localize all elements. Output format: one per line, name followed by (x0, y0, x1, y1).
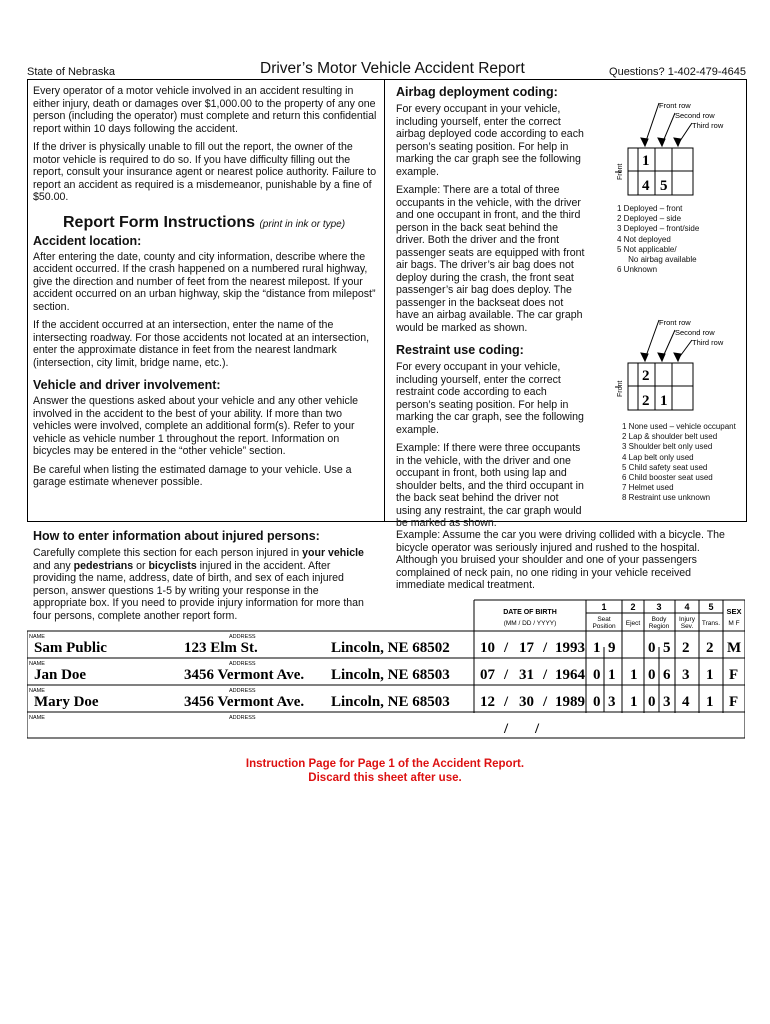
body-region-a: 0 (648, 667, 656, 683)
dob-year: 1989 (555, 694, 585, 710)
person-city: Lincoln, NE 68503 (331, 667, 450, 683)
body-region-b: 5 (663, 640, 671, 656)
person-name: Mary Doe (34, 694, 99, 710)
airbag-paragraph: For every occupant in your vehicle, including yourself, enter the correct airbag deployed code according to each person’s seating position. For help in marking the car graph see the following example. (396, 103, 584, 178)
vehicle-driver-heading: Vehicle and driver involvement: (33, 378, 221, 392)
person-address: 3456 Vermont Ave. (184, 667, 305, 683)
person-name: Sam Public (34, 640, 107, 656)
col-label-seat: Seat (597, 616, 611, 623)
airbag-code: 4 Not deployed (617, 234, 671, 244)
sex: F (729, 694, 739, 710)
airbag-code: 1 Deployed – front (617, 204, 683, 213)
dob-slash: / (504, 640, 509, 656)
restraint-code: 3 Shoulder belt only used (622, 442, 713, 452)
sex: F (729, 667, 739, 683)
name-label: NAME (29, 634, 45, 640)
dob-year: 1964 (555, 667, 585, 683)
graph-front-label: Front (617, 163, 624, 180)
seat-position-b: 3 (608, 694, 616, 710)
transported: 1 (706, 667, 714, 683)
col-number: 4 (684, 602, 690, 612)
footer-line: Discard this sheet after use. (308, 772, 462, 784)
restraint-heading: Restraint use coding: (396, 343, 524, 357)
graph-third-row-label: Third row (692, 338, 724, 347)
vehicle-driver-paragraph: Be careful when listing the estimated damage to your vehicle. Use a garage estimate whenever possible. (33, 463, 352, 488)
address-label: ADDRESS (229, 715, 256, 721)
graph-third-row-label: Third row (692, 121, 724, 130)
restraint-code: 7 Helmet used (622, 483, 674, 493)
airbag-code: 5 Not applicable/ (617, 244, 677, 254)
airbag-code: No airbag available (617, 255, 697, 265)
eject-value: 1 (630, 667, 638, 683)
sex: M (727, 640, 742, 656)
graph-second-left-seat: 2 (642, 393, 650, 409)
name-label: NAME (29, 715, 45, 721)
dob-month: 07 (480, 667, 495, 683)
dob-label: DATE OF BIRTH (503, 609, 557, 616)
person-city: Lincoln, NE 68502 (331, 640, 450, 656)
body-region-b: 3 (663, 694, 671, 710)
seat-position-a: 0 (593, 667, 601, 683)
dob-slash: / (543, 667, 548, 683)
col-label-region: Region (648, 623, 670, 630)
body-region-a: 0 (648, 640, 656, 656)
dob-slash: / (504, 721, 509, 737)
restraint-code: 6 Child booster seat used (622, 473, 713, 483)
dob-slash: / (504, 694, 509, 710)
col-number: 5 (708, 602, 714, 612)
restraint-paragraph: For every occupant in your vehicle, including yourself, enter the correct restraint code according to each person’s seating position. For help in marking the car graph, see the following example. (396, 361, 584, 436)
col-label-injury: Injury (679, 616, 695, 623)
graph-second-left-seat: 4 (642, 178, 650, 194)
accident-location-heading: Accident location: (33, 233, 142, 248)
injured-example-text: Example: Assume the car you were driving collided with a bicycle. The bicycle operator was seriously injured and rushed to the hospital. Although you bruised your shoulder and one of your passengers complained of neck pain, no one riding in your vehicle received immediate medical treatment. (396, 529, 725, 591)
dob-day: 17 (519, 640, 534, 656)
airbag-heading: Airbag deployment coding: (396, 85, 558, 99)
address-label: ADDRESS (229, 634, 256, 640)
restraint-car-graph (605, 313, 745, 423)
footer-note (0, 757, 770, 785)
restraint-code: 5 Child safety seat used (622, 462, 708, 472)
arrow-head (658, 138, 665, 146)
injured-paragraph: Carefully complete this section for each person injured in your vehicle and any pedestrians or bicyclists injured in the accident. After providing the name, address, date of birth, and sex of each injured person, answer questions 1-5 by writing your response in the appropriate box. If you need to provide injury information for more than four persons, complete another report form. (33, 547, 364, 622)
injured-heading: How to enter information about injured persons: (33, 529, 320, 543)
column-divider (384, 79, 385, 521)
seat-position-b: 1 (608, 667, 616, 683)
restraint-code: 2 Lap & shoulder belt used (622, 432, 718, 442)
dob-year: 1993 (555, 640, 585, 656)
person-address: 3456 Vermont Ave. (184, 694, 305, 710)
graph-front-right-seat: 1 (642, 153, 650, 169)
eject-value: 1 (630, 694, 638, 710)
body-region-a: 0 (648, 694, 656, 710)
arrow-front-row (645, 103, 659, 144)
dob-slash: / (535, 721, 540, 737)
col-number: 2 (630, 602, 636, 612)
restraint-example: Example: If there were three occupants in the vehicle, with the driver and one occupant in front, both using lap and shoulder belts, and the third occupant in the back seat behind the driver not using any restraint, the car graph would be marked as shown. (396, 442, 584, 529)
restraint-codes (622, 422, 747, 504)
airbag-code: 6 Unknown (617, 265, 658, 275)
middle-column (396, 85, 586, 530)
body-region-b: 6 (663, 667, 671, 683)
seat-position-a: 0 (593, 694, 601, 710)
report-form-subtitle: (print in ink or type) (259, 218, 346, 230)
transported: 1 (706, 694, 714, 710)
dob-month: 12 (480, 694, 495, 710)
dob-slash: / (543, 640, 548, 656)
seat-position-a: 1 (593, 640, 601, 656)
injury-severity: 4 (682, 694, 690, 710)
arrow-head (674, 138, 681, 146)
graph-second-row-label: Second row (675, 328, 715, 337)
col-label-sex: SEX (726, 607, 742, 616)
col-number: 1 (601, 602, 607, 612)
injured-table (27, 599, 745, 741)
address-label: ADDRESS (229, 688, 256, 694)
graph-front-row-label: Front row (659, 318, 691, 327)
person-address: 123 Elm St. (184, 640, 258, 656)
arrow-head (641, 138, 648, 146)
injury-severity: 2 (682, 640, 690, 656)
graph-second-mid-seat: 1 (660, 393, 668, 409)
airbag-code: 2 Deployed – side (617, 214, 682, 224)
dob-day: 30 (519, 694, 534, 710)
report-form-title (63, 214, 378, 232)
col-label-mf: M F (728, 620, 740, 627)
intro-paragraph: If the driver is physically unable to fill out the report, the owner of the motor vehicle is required to do so. If you have difficulty filling out the report, consult your insurance agent or nearest police authority. Failure to report an accident as required is a misdemeanor, punishable by a fine of $50.00. (33, 141, 377, 203)
intro-paragraph: Every operator of a motor vehicle involved in an accident resulting in either injury, death or damages over $1,000.00 to the property of any one person (including the operator) must complete and return this confidential report within 10 days following the accident. (33, 85, 377, 135)
injury-severity: 3 (682, 667, 690, 683)
questions-phone: Questions? 1-402-479-4645 (609, 66, 746, 78)
person-city: Lincoln, NE 68503 (331, 694, 450, 710)
footer-line: Instruction Page for Page 1 of the Accident Report. (245, 758, 525, 770)
injured-example (396, 529, 726, 592)
vehicle-driver-paragraph: Answer the questions asked about your vehicle and any other vehicle involved in the accident to the best of your ability. If more than two vehicles were involved, complete an additional form(s). Refer to your vehicle as vehicle number 1 throughout the report. Information on bicycles may be entered in the “other vehicle” section. (33, 395, 359, 457)
restraint-code: 4 Lap belt only used (622, 452, 694, 462)
page-title: Driver’s Motor Vehicle Accident Report (260, 60, 525, 77)
graph-second-mid-seat: 5 (660, 178, 668, 194)
accident-location-paragraph: After entering the date, county and city information, describe where the accident occurred. If the crash happened on a numbered rural highway, give the direction and number of feet from the nearest milepost. If your accident occurred on an urban highway, skip the “distance from milepost” section. (33, 250, 376, 313)
graph-front-right-seat: 2 (642, 368, 650, 384)
seat-position-b: 9 (608, 640, 616, 656)
name-label: NAME (29, 688, 45, 694)
col-label-sev: Sev. (680, 623, 694, 630)
name-label: NAME (29, 661, 45, 667)
col-label-trans: Trans. (701, 620, 721, 627)
person-name: Jan Doe (34, 667, 87, 683)
airbag-example: Example: There are a total of three occupants in the vehicle, with the driver and one occupant in front, and the third person in the back seat behind the driver. Both the driver and the front passenger seats are equipped with front air bags. The driver’s air bag does not deploy during the crash, the front seat passenger’s air bag does deploy. The passenger in the backseat does not have an airbag available. The car graph would be marked as shown. (396, 184, 585, 334)
col-label-position: Position (592, 623, 616, 630)
transported: 2 (706, 640, 714, 656)
col-label-eject: Eject (625, 620, 641, 627)
airbag-code: 3 Deployed – front/side (617, 224, 700, 234)
col-number: 3 (656, 602, 662, 612)
report-form-title-text: Report Form Instructions (63, 213, 256, 231)
state-label: State of Nebraska (27, 66, 116, 78)
address-label: ADDRESS (229, 661, 256, 667)
graph-front-row-label: Front row (659, 101, 691, 110)
dob-slash: / (504, 667, 509, 683)
graph-front-label: Front (617, 380, 624, 397)
dob-slash: / (543, 694, 548, 710)
left-column (33, 85, 378, 489)
airbag-codes (617, 204, 747, 275)
dob-month: 10 (480, 640, 495, 656)
airbag-car-graph (605, 96, 745, 216)
col-label-body: Body (651, 616, 667, 623)
dob-day: 31 (519, 667, 534, 683)
accident-location-paragraph: If the accident occurred at an intersection, enter the name of the intersecting roadway. For those accidents not located at an intersection, enter the approximate distance in feet from the nearest landmark (intersection, city limit, bridge name, etc.). (33, 319, 370, 369)
restraint-code: 1 None used – vehicle occupant (622, 422, 736, 431)
dob-format: (MM / DD / YYYY) (503, 620, 557, 627)
restraint-code: 8 Restraint use unknown (622, 493, 711, 503)
graph-second-row-label: Second row (675, 111, 715, 120)
